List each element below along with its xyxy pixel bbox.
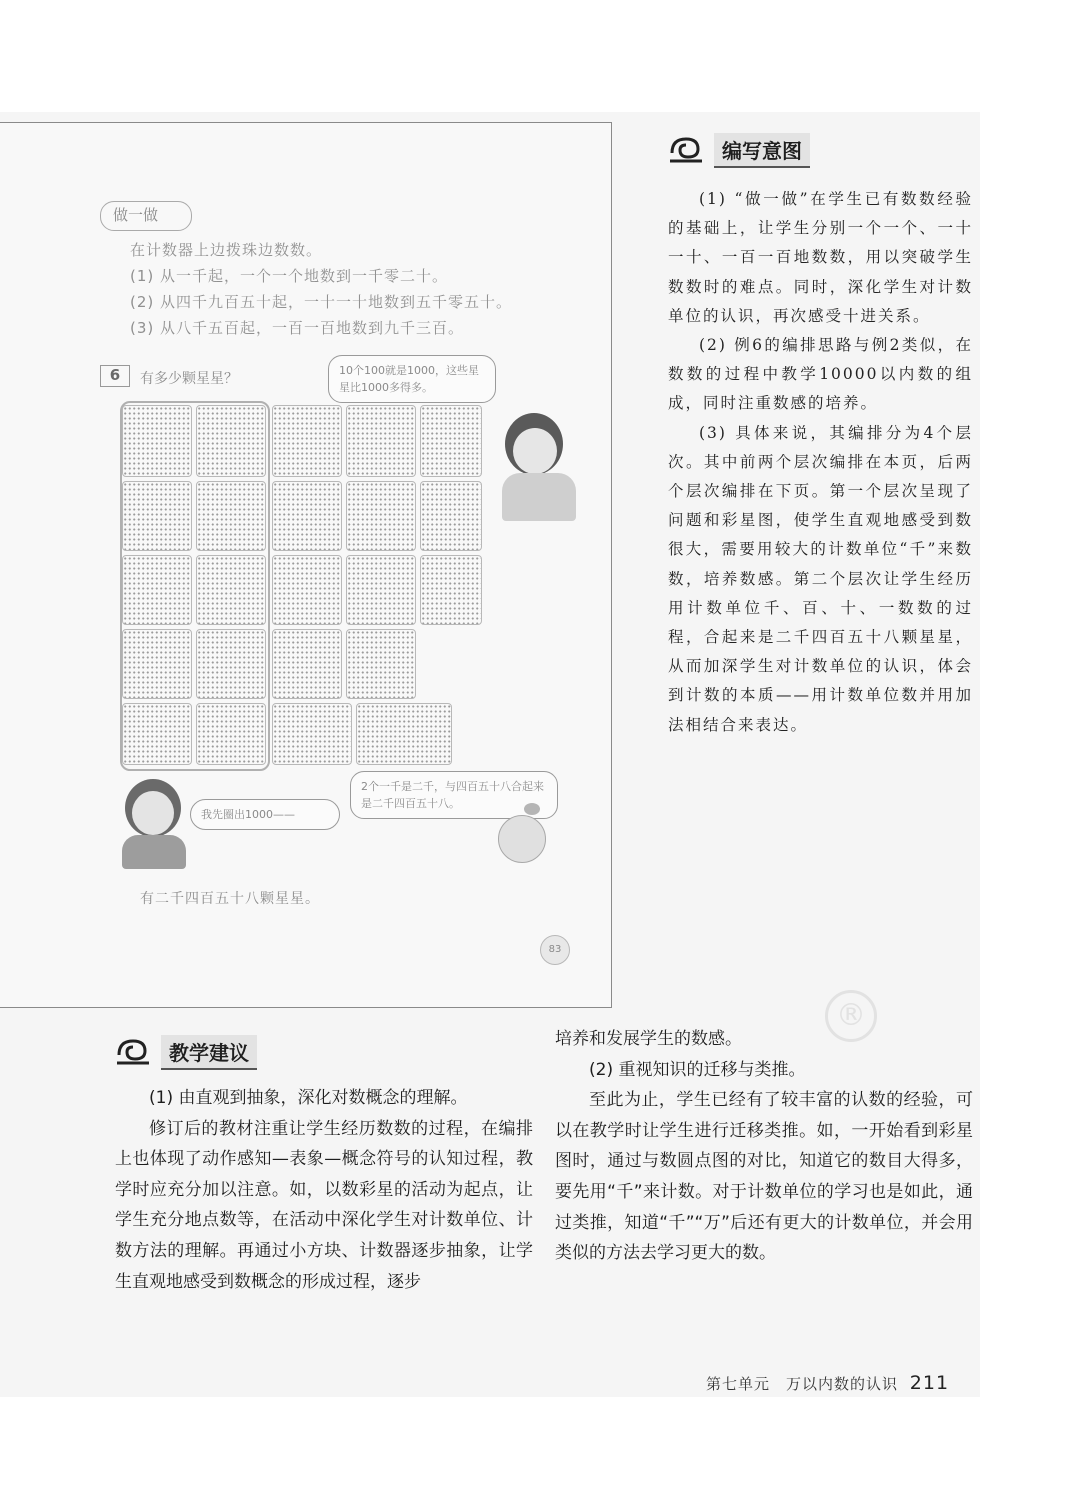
textbook-page-number: 83 (540, 935, 570, 965)
suggestion-title: 教学建议 (161, 1035, 257, 1070)
unit-title: 第七单元 万以内数的认识 (706, 1375, 899, 1393)
do-it-label: 做一做 (100, 201, 192, 231)
intent-paragraph-2: (2) 例6的编排思路与例2类似，在数数的过程中教学10000以内数的组成，同时注重数感的培养。 (668, 336, 973, 413)
page-footer (706, 1372, 949, 1394)
example-question: 有多少颗星星？ (140, 371, 238, 387)
page-number: 211 (909, 1372, 950, 1394)
example-number: 6 (100, 365, 130, 387)
orange-speech-bubble: 2个一千是二千，与四百五十八合起来是二千四百五十八。 (350, 771, 558, 819)
boy-speech-bubble: 我先圈出1000—— (190, 799, 340, 830)
intent-paragraph-3: (3) 具体来说，其编排分为4个层次。其中前两个层次编排在本页，后两个层次编排在下页。第一个层次呈现了问题和彩星图，使学生直观地感受到数很大，需要用较大的计数单位“千”来数数，培养数感。第二个层次让学生经历用计数单位千、百、十、一数数的过程，合起来是二千四百五十八颗星星，从而加深学生对计数单位的认识，体会到计数的本质——用计数单位数并用加法相结合来表达。 (668, 423, 973, 734)
do-it-item-1: (1) 从一千起，一个一个地数到一千零二十。 (130, 267, 449, 285)
stars-answer: 有二千四百五十八颗星星。 (140, 891, 320, 907)
intent-title: 编写意图 (714, 133, 810, 168)
intent-header (668, 132, 810, 168)
suggestion-left-column (115, 1083, 533, 1297)
intent-paragraph-1: (1) “做一做”在学生已有数数经验的基础上，让学生分别一个一个、一十一十、一百一百地数数，用以突破学生数数时的难点。同时，深化学生对计数单位的认识，再次感受十进关系。 (668, 190, 973, 325)
spiral-icon (668, 135, 706, 165)
spiral-icon (115, 1037, 153, 1067)
do-it-item-3: (3) 从八千五百起，一百一百地数到九千三百。 (130, 319, 465, 337)
registered-watermark: ® (825, 990, 877, 1042)
suggestion-left-paragraph-2: 修订后的教材注重让学生经历数数的过程，在编排上也体现了动作感知—表象—概念符号的认知过程，教学时应充分加以注意。如，以数彩星的活动为起点，让学生充分地点数等，在活动中深化学生对计数单位、计数方法的理解。再通过小方块、计数器逐步抽象，让学生直观地感受到数概念的形成过程，逐步 (115, 1118, 533, 1292)
suggestion-right-column (555, 1024, 973, 1269)
suggestion-header (115, 1034, 257, 1070)
suggestion-right-paragraph-2: (2) 重视知识的迁移与类推。 (589, 1059, 806, 1080)
intent-text (668, 185, 973, 740)
do-it-item-2: (2) 从四千九百五十起，一十一十地数到五千零五十。 (130, 293, 513, 311)
do-it-instruction: 在计数器上边拨珠边数数。 (130, 241, 323, 259)
suggestion-right-paragraph-1: 培养和发展学生的数感。 (555, 1029, 742, 1049)
girl-speech-bubble: 10个100就是1000，这些星星比1000多得多。 (328, 355, 496, 403)
suggestion-right-paragraph-3: 至此为止，学生已经有了较丰富的认数的经验，可以在教学时让学生进行迁移类推。如，一开始看到彩星图时，通过与数圆点图的对比，知道它的数目大得多，要先用“千”来计数。对于计数单位的学习也是如此，通过类推，知道“千”“万”后还有更大的计数单位，并会用类似的方法去学习更大的数。 (555, 1090, 973, 1264)
textbook-page (0, 122, 612, 1008)
suggestion-left-paragraph-1: (1) 由直观到抽象，深化对数概念的理解。 (149, 1088, 468, 1108)
